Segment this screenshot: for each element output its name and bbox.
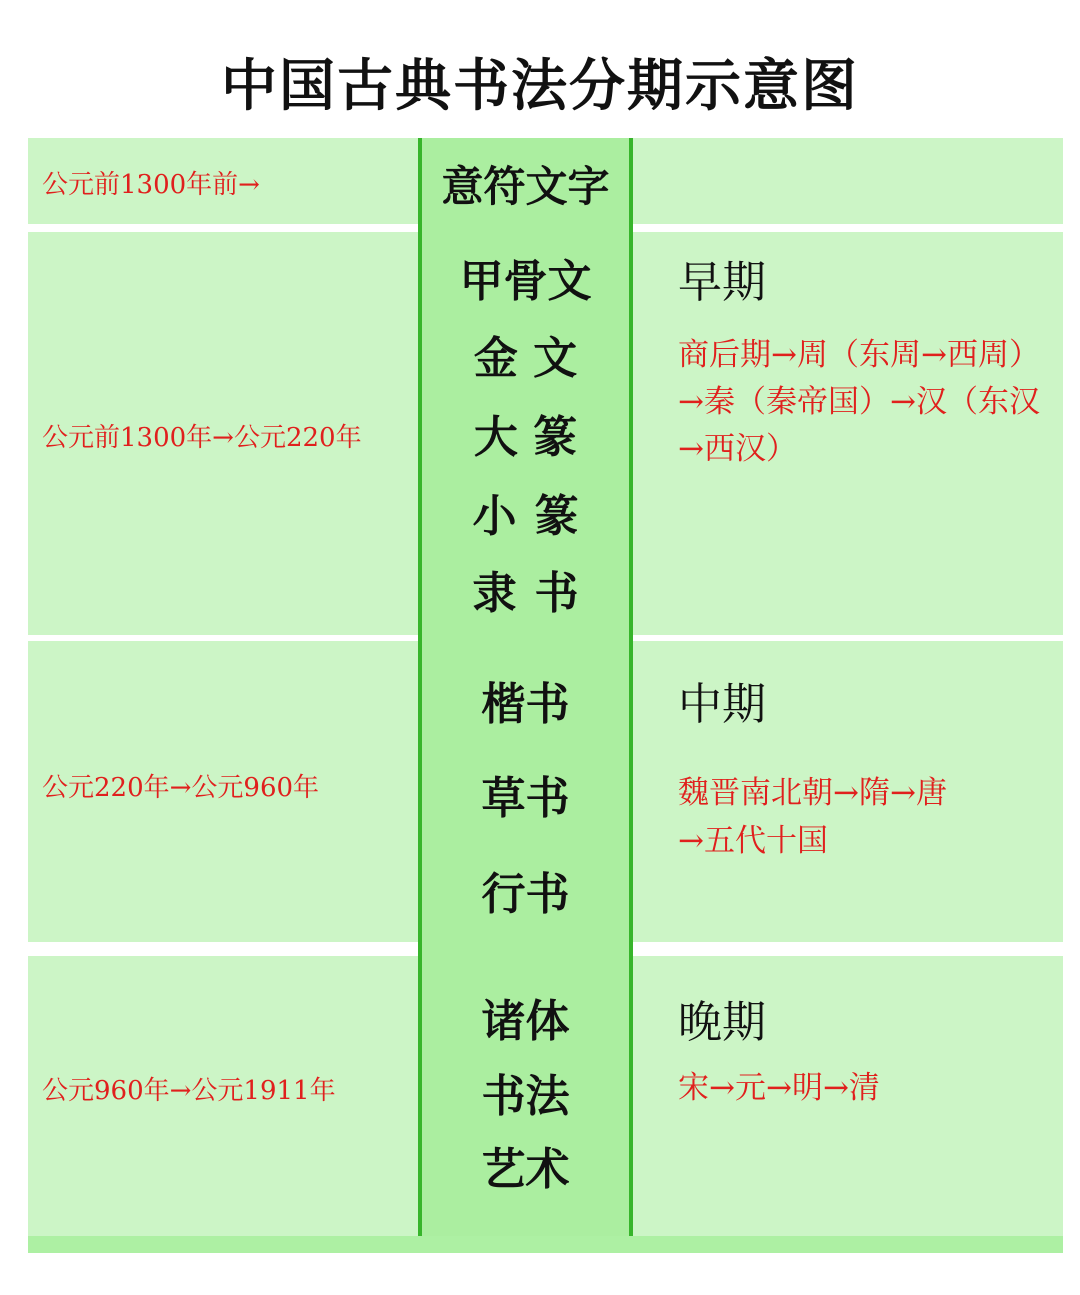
period-label: 公元前1300年→公元220年 — [42, 423, 362, 453]
bottom-band — [28, 1236, 1063, 1253]
dynasty-line: 魏晋南北朝→隋→唐 — [678, 775, 947, 811]
page-title: 中国古典书法分期示意图 — [221, 53, 859, 119]
script-name: 书法 — [481, 1071, 570, 1122]
period-label: 公元前1300年前→ — [42, 170, 260, 200]
script-name: 草书 — [481, 773, 570, 824]
script-name: 诸体 — [481, 996, 570, 1047]
divider-right — [629, 138, 633, 1236]
dynasty-line: →五代十国 — [678, 823, 828, 859]
stage-label: 早期 — [678, 257, 766, 308]
script-name: 小篆 — [472, 491, 597, 542]
dynasty-line: →西汉） — [678, 431, 797, 467]
script-name: 行书 — [481, 869, 570, 920]
dynasty-line: 宋→元→明→清 — [678, 1070, 880, 1106]
script-name: 金 文 — [473, 333, 578, 384]
script-name: 楷书 — [481, 679, 570, 730]
period-label: 公元220年→公元960年 — [42, 773, 320, 803]
stage-label: 晚期 — [678, 997, 766, 1048]
script-name: 大 篆 — [473, 412, 578, 463]
script-name: 意符文字 — [441, 162, 610, 211]
dynasty-line: 商后期→周（东周→西周） — [678, 337, 1040, 373]
script-name: 甲骨文 — [459, 256, 592, 307]
script-name: 艺术 — [481, 1144, 570, 1195]
dynasty-line: →秦（秦帝国）→汉（东汉 — [678, 384, 1040, 420]
script-name: 隶书 — [472, 568, 597, 619]
period-label: 公元960年→公元1911年 — [42, 1076, 336, 1106]
stage-label: 中期 — [678, 679, 766, 730]
